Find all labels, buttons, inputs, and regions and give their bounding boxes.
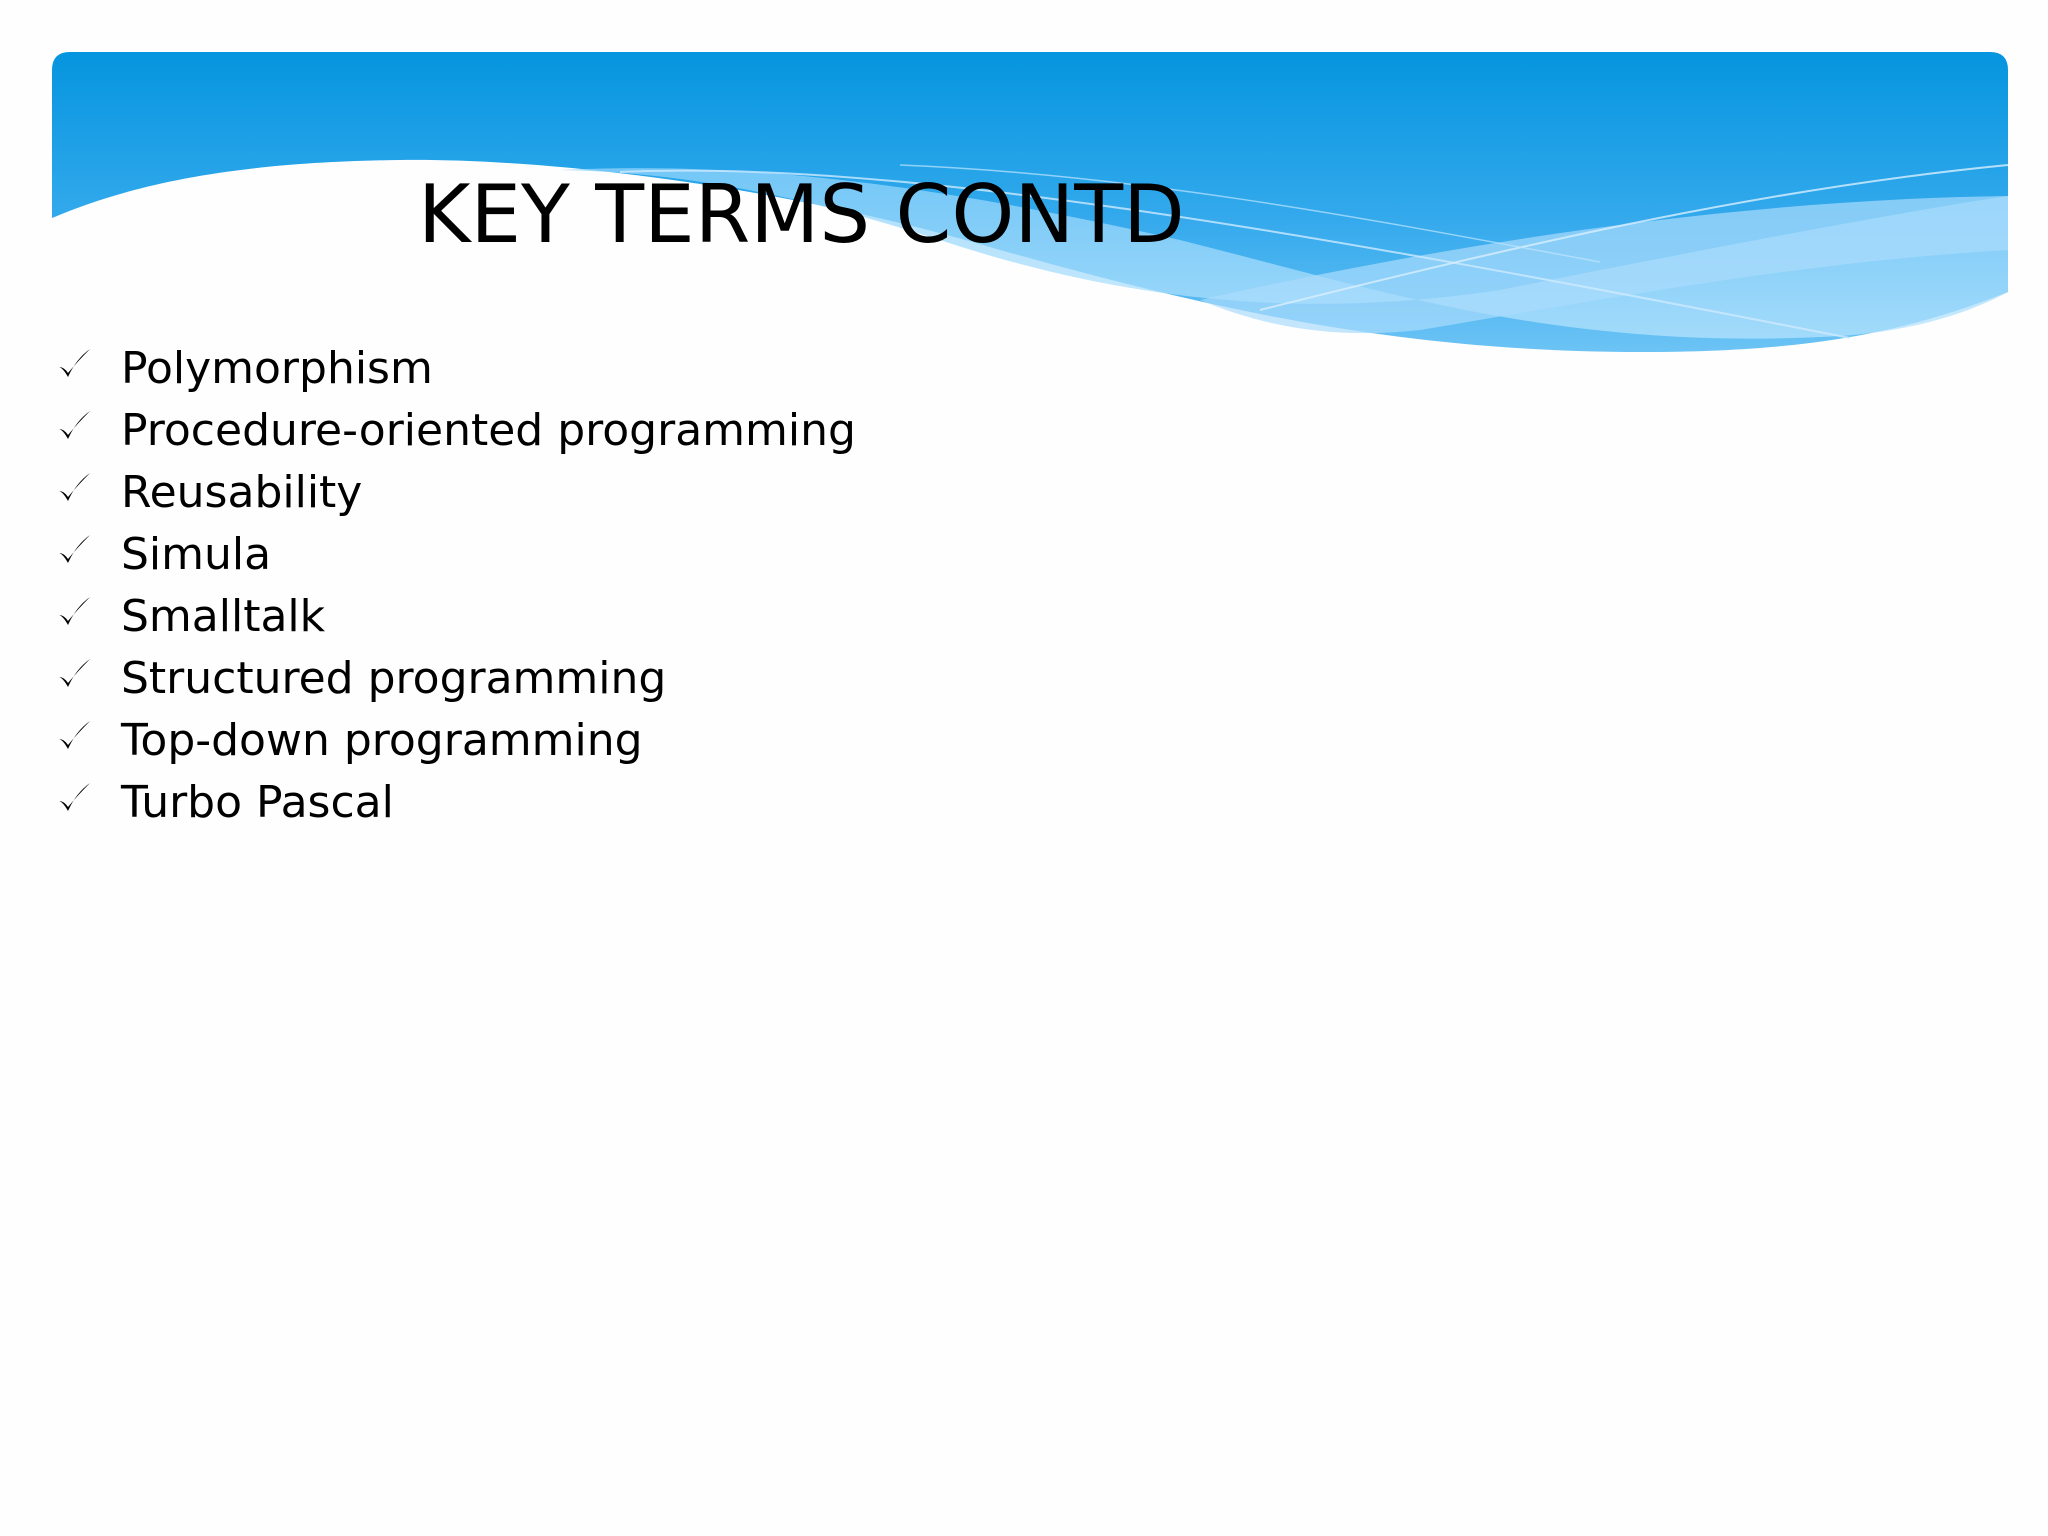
list-item-label: Procedure-oriented programming — [121, 405, 856, 456]
list-item-label: Polymorphism — [121, 343, 433, 394]
check-icon — [56, 471, 92, 507]
check-icon — [56, 781, 92, 817]
list-item-label: Reusability — [121, 467, 363, 518]
check-icon — [56, 595, 92, 631]
list-item-label: Top-down programming — [121, 715, 643, 766]
list-item-label: Smalltalk — [121, 591, 326, 642]
check-icon — [56, 347, 92, 383]
list-item-label: Turbo Pascal — [121, 777, 394, 828]
check-icon — [56, 657, 92, 693]
check-icon — [56, 533, 92, 569]
page-title: KEY TERMS CONTD — [418, 168, 1185, 261]
check-icon — [56, 719, 92, 755]
list-item-label: Structured programming — [121, 653, 667, 704]
check-icon — [56, 409, 92, 445]
list-item-label: Simula — [121, 529, 272, 580]
